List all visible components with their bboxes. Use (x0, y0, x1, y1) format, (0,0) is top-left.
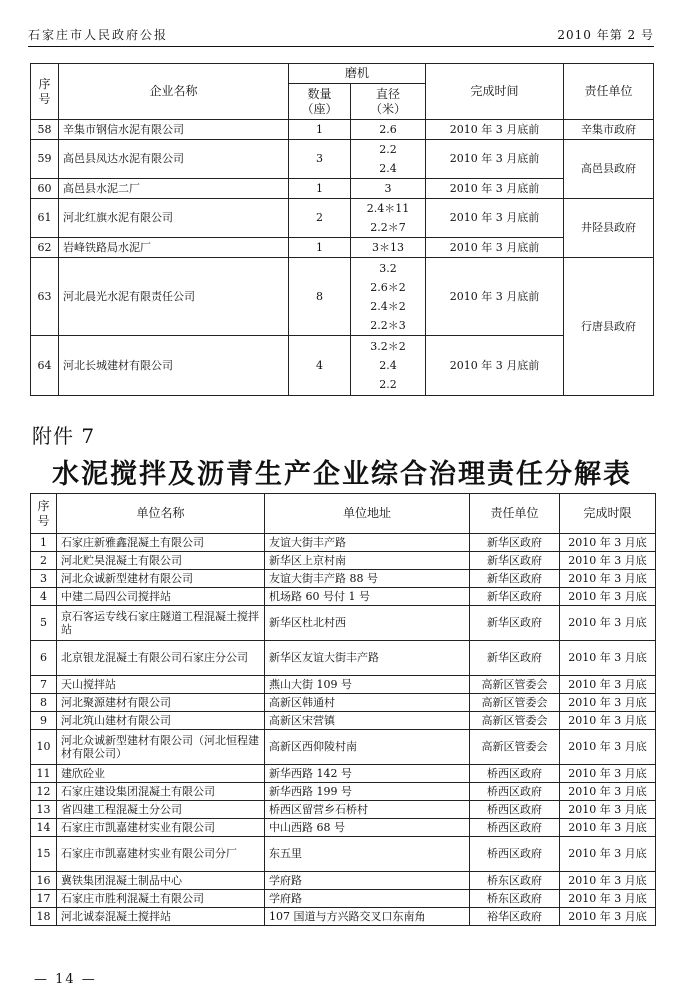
table-row (31, 890, 656, 908)
row-unit: 裕华区政府 (470, 908, 560, 926)
row-seq: 2 (31, 552, 57, 570)
table-row (31, 588, 656, 606)
row-address: 新华西路 199 号 (265, 783, 470, 801)
row-address: 学府路 (265, 872, 470, 890)
table-row (31, 606, 656, 641)
row-qty: 8 (289, 258, 351, 336)
row-seq: 10 (31, 730, 57, 765)
row-deadline: 2010 年 3 月底前 (426, 258, 564, 336)
row-qty: 4 (289, 336, 351, 396)
diameter-value: 2.4＊11 (366, 202, 410, 215)
table-row (31, 120, 654, 140)
row-diameter (351, 336, 426, 396)
row-deadline: 2010 年 3 月底 (560, 872, 656, 890)
row-unit: 高新区管委会 (470, 694, 560, 712)
header-seq (31, 494, 57, 534)
row-diameter (351, 199, 426, 238)
row-seq: 58 (31, 120, 59, 140)
row-company: 河北长城建材有限公司 (59, 336, 289, 396)
row-seq: 4 (31, 588, 57, 606)
row-seq: 64 (31, 336, 59, 396)
diameter-value: 2.2 (379, 378, 397, 391)
table-row (31, 765, 656, 783)
row-deadline: 2010 年 3 月底 (560, 730, 656, 765)
row-address: 高新区宋营镇 (265, 712, 470, 730)
header-seq-bottom: 号 (37, 513, 50, 528)
row-deadline: 2010 年 3 月底前 (426, 120, 564, 140)
header-dia-label: 直径 (376, 87, 401, 102)
row-company: 岩峰铁路局水泥厂 (59, 238, 289, 258)
row-name: 北京银龙混凝土有限公司石家庄分公司 (57, 641, 265, 676)
table-row (31, 730, 656, 765)
row-deadline: 2010 年 3 月底 (560, 890, 656, 908)
row-address: 高新区韩通村 (265, 694, 470, 712)
cement-mill-table (30, 63, 654, 396)
row-name: 京石客运专线石家庄隧道工程混凝土搅拌站 (57, 606, 265, 641)
row-seq: 13 (31, 801, 57, 819)
row-seq: 9 (31, 712, 57, 730)
row-name: 中建二局四公司搅拌站 (57, 588, 265, 606)
row-name: 石家庄市凯嘉建材实业有限公司 (57, 819, 265, 837)
row-address: 新华区杜北村西 (265, 606, 470, 641)
row-address: 桥西区留营乡石桥村 (265, 801, 470, 819)
header-dia-unit: （米） (370, 101, 407, 116)
row-address: 中山西路 68 号 (265, 819, 470, 837)
table-row (31, 694, 656, 712)
row-name: 石家庄市胜利混凝土有限公司 (57, 890, 265, 908)
row-company: 河北红旗水泥有限公司 (59, 199, 289, 238)
row-unit: 桥西区政府 (470, 837, 560, 872)
table-row (31, 336, 654, 396)
row-seq: 59 (31, 140, 59, 179)
row-qty: 1 (289, 179, 351, 199)
header-company: 企业名称 (59, 64, 289, 120)
row-deadline: 2010 年 3 月底 (560, 606, 656, 641)
row-address: 学府路 (265, 890, 470, 908)
row-name: 河北贮昊混凝土有限公司 (57, 552, 265, 570)
row-deadline: 2010 年 3 月底 (560, 783, 656, 801)
row-seq: 3 (31, 570, 57, 588)
row-deadline: 2010 年 3 月底 (560, 588, 656, 606)
table-row (31, 712, 656, 730)
row-deadline: 2010 年 3 月底 (560, 641, 656, 676)
table-row (31, 872, 656, 890)
row-deadline: 2010 年 3 月底 (560, 676, 656, 694)
row-unit: 桥西区政府 (470, 819, 560, 837)
row-unit: 辛集市政府 (564, 120, 654, 140)
row-diameter: 3＊13 (351, 238, 426, 258)
diameter-value: 2.4 (379, 162, 397, 175)
row-company: 辛集市钢信水泥有限公司 (59, 120, 289, 140)
diameter-value: 2.4 (379, 359, 397, 372)
row-seq: 17 (31, 890, 57, 908)
row-unit: 高邑县政府 (564, 140, 654, 199)
row-deadline: 2010 年 3 月底 (560, 837, 656, 872)
header-rule (28, 46, 654, 47)
table-row (31, 641, 656, 676)
row-unit: 井陉县政府 (564, 199, 654, 258)
row-diameter: 2.6 (351, 120, 426, 140)
row-name: 石家庄市凯嘉建材实业有限公司分厂 (57, 837, 265, 872)
table-row (31, 140, 654, 179)
row-deadline: 2010 年 3 月底 (560, 801, 656, 819)
header-qty-unit: （座） (301, 101, 338, 116)
row-seq: 15 (31, 837, 57, 872)
row-unit: 新华区政府 (470, 552, 560, 570)
header-deadline: 完成时间 (426, 64, 564, 120)
row-seq: 1 (31, 534, 57, 552)
header-seq-top: 序 (37, 499, 50, 514)
row-unit: 高新区管委会 (470, 676, 560, 694)
document-title: 水泥搅拌及沥青生产企业综合治理责任分解表 (52, 459, 632, 490)
row-seq: 60 (31, 179, 59, 199)
row-deadline: 2010 年 3 月底前 (426, 199, 564, 238)
table-row (31, 783, 656, 801)
table-row (31, 258, 654, 336)
row-address: 机场路 60 号付 1 号 (265, 588, 470, 606)
row-name: 河北聚源建材有限公司 (57, 694, 265, 712)
issue-number: 2010 年第 2 号 (557, 28, 654, 42)
row-name: 冀铁集团混凝土制品中心 (57, 872, 265, 890)
diameter-value: 2.6＊2 (370, 280, 406, 294)
row-qty: 2 (289, 199, 351, 238)
row-address: 107 国道与方兴路交叉口东南角 (265, 908, 470, 926)
row-address: 新华西路 142 号 (265, 765, 470, 783)
row-seq: 6 (31, 641, 57, 676)
row-seq: 62 (31, 238, 59, 258)
row-unit: 新华区政府 (470, 641, 560, 676)
header-unit: 责任单位 (564, 64, 654, 120)
row-name: 河北诚泰混凝土搅拌站 (57, 908, 265, 926)
row-unit: 桥西区政府 (470, 801, 560, 819)
row-seq: 7 (31, 676, 57, 694)
table-row (31, 552, 656, 570)
row-deadline: 2010 年 3 月底 (560, 694, 656, 712)
row-unit: 新华区政府 (470, 606, 560, 641)
row-deadline: 2010 年 3 月底 (560, 765, 656, 783)
row-diameter (351, 258, 426, 336)
row-unit: 行唐县政府 (564, 258, 654, 396)
row-name: 河北众诚新型建材有限公司 (57, 570, 265, 588)
diameter-value: 3.2 (379, 261, 397, 275)
row-company: 高邑县凤达水泥有限公司 (59, 140, 289, 179)
table-row (31, 676, 656, 694)
row-address: 友谊大街丰产路 (265, 534, 470, 552)
header-diameter (351, 84, 426, 120)
table-row (31, 534, 656, 552)
row-seq: 16 (31, 872, 57, 890)
header-qty (289, 84, 351, 120)
row-diameter (351, 140, 426, 179)
row-name: 天山搅拌站 (57, 676, 265, 694)
row-unit: 新华区政府 (470, 570, 560, 588)
row-deadline: 2010 年 3 月底 (560, 908, 656, 926)
table-row (31, 238, 654, 258)
row-unit: 高新区管委会 (470, 730, 560, 765)
row-address: 新华区上京村南 (265, 552, 470, 570)
header-name: 单位名称 (57, 494, 265, 534)
row-qty: 1 (289, 120, 351, 140)
row-unit: 桥西区政府 (470, 783, 560, 801)
row-qty: 1 (289, 238, 351, 258)
row-company: 高邑县水泥二厂 (59, 179, 289, 199)
diameter-value: 3.2＊2 (370, 340, 406, 353)
row-deadline: 2010 年 3 月底 (560, 570, 656, 588)
row-unit: 桥东区政府 (470, 872, 560, 890)
header-unit: 责任单位 (470, 494, 560, 534)
row-deadline: 2010 年 3 月底前 (426, 238, 564, 258)
row-unit: 新华区政府 (470, 588, 560, 606)
row-qty: 3 (289, 140, 351, 179)
row-address: 新华区友谊大街丰产路 (265, 641, 470, 676)
row-seq: 63 (31, 258, 59, 336)
running-header (28, 26, 654, 46)
diameter-value: 2.2 (379, 143, 397, 156)
row-seq: 8 (31, 694, 57, 712)
row-name: 河北筑山建材有限公司 (57, 712, 265, 730)
row-deadline: 2010 年 3 月底 (560, 819, 656, 837)
row-unit: 高新区管委会 (470, 712, 560, 730)
row-deadline: 2010 年 3 月底 (560, 712, 656, 730)
table-row (31, 179, 654, 199)
row-seq: 12 (31, 783, 57, 801)
row-seq: 18 (31, 908, 57, 926)
header-mill: 磨机 (289, 64, 426, 84)
row-name: 省四建工程混凝土分公司 (57, 801, 265, 819)
row-address: 燕山大街 109 号 (265, 676, 470, 694)
table-row (31, 837, 656, 872)
table-row (31, 819, 656, 837)
header-address: 单位地址 (265, 494, 470, 534)
header-seq: 序号 (31, 64, 59, 120)
row-address: 高新区西仰陵村南 (265, 730, 470, 765)
row-deadline: 2010 年 3 月底 (560, 552, 656, 570)
table-row (31, 570, 656, 588)
row-seq: 14 (31, 819, 57, 837)
row-unit: 桥西区政府 (470, 765, 560, 783)
header-qty-label: 数量 (307, 87, 332, 102)
row-deadline: 2010 年 3 月底前 (426, 179, 564, 199)
row-name: 建欣砼业 (57, 765, 265, 783)
row-unit: 桥东区政府 (470, 890, 560, 908)
row-company: 河北晨光水泥有限责任公司 (59, 258, 289, 336)
diameter-value: 2.4＊2 (370, 299, 406, 313)
gazette-name: 石家庄市人民政府公报 (28, 28, 169, 42)
row-name: 石家庄建设集团混凝土有限公司 (57, 783, 265, 801)
row-diameter: 3 (351, 179, 426, 199)
header-deadline: 完成时限 (560, 494, 656, 534)
table-row (31, 908, 656, 926)
row-deadline: 2010 年 3 月底前 (426, 140, 564, 179)
row-address: 友谊大街丰产路 88 号 (265, 570, 470, 588)
row-seq: 61 (31, 199, 59, 238)
row-name: 河北众诚新型建材有限公司（河北恒程建材有限公司） (57, 730, 265, 765)
diameter-value: 2.2＊7 (370, 221, 406, 234)
row-deadline: 2010 年 3 月底前 (426, 336, 564, 396)
row-unit: 新华区政府 (470, 534, 560, 552)
attachment-label: 附件 7 (32, 424, 96, 448)
mixing-plant-rows (31, 534, 656, 926)
diameter-value: 2.2＊3 (370, 318, 406, 332)
row-seq: 11 (31, 765, 57, 783)
page-number: — 14 — (34, 972, 97, 987)
row-address: 东五里 (265, 837, 470, 872)
table-row (31, 801, 656, 819)
mixing-plant-table (30, 493, 656, 926)
row-name: 石家庄新雅鑫混凝土有限公司 (57, 534, 265, 552)
row-deadline: 2010 年 3 月底 (560, 534, 656, 552)
table-row (31, 199, 654, 238)
row-seq: 5 (31, 606, 57, 641)
